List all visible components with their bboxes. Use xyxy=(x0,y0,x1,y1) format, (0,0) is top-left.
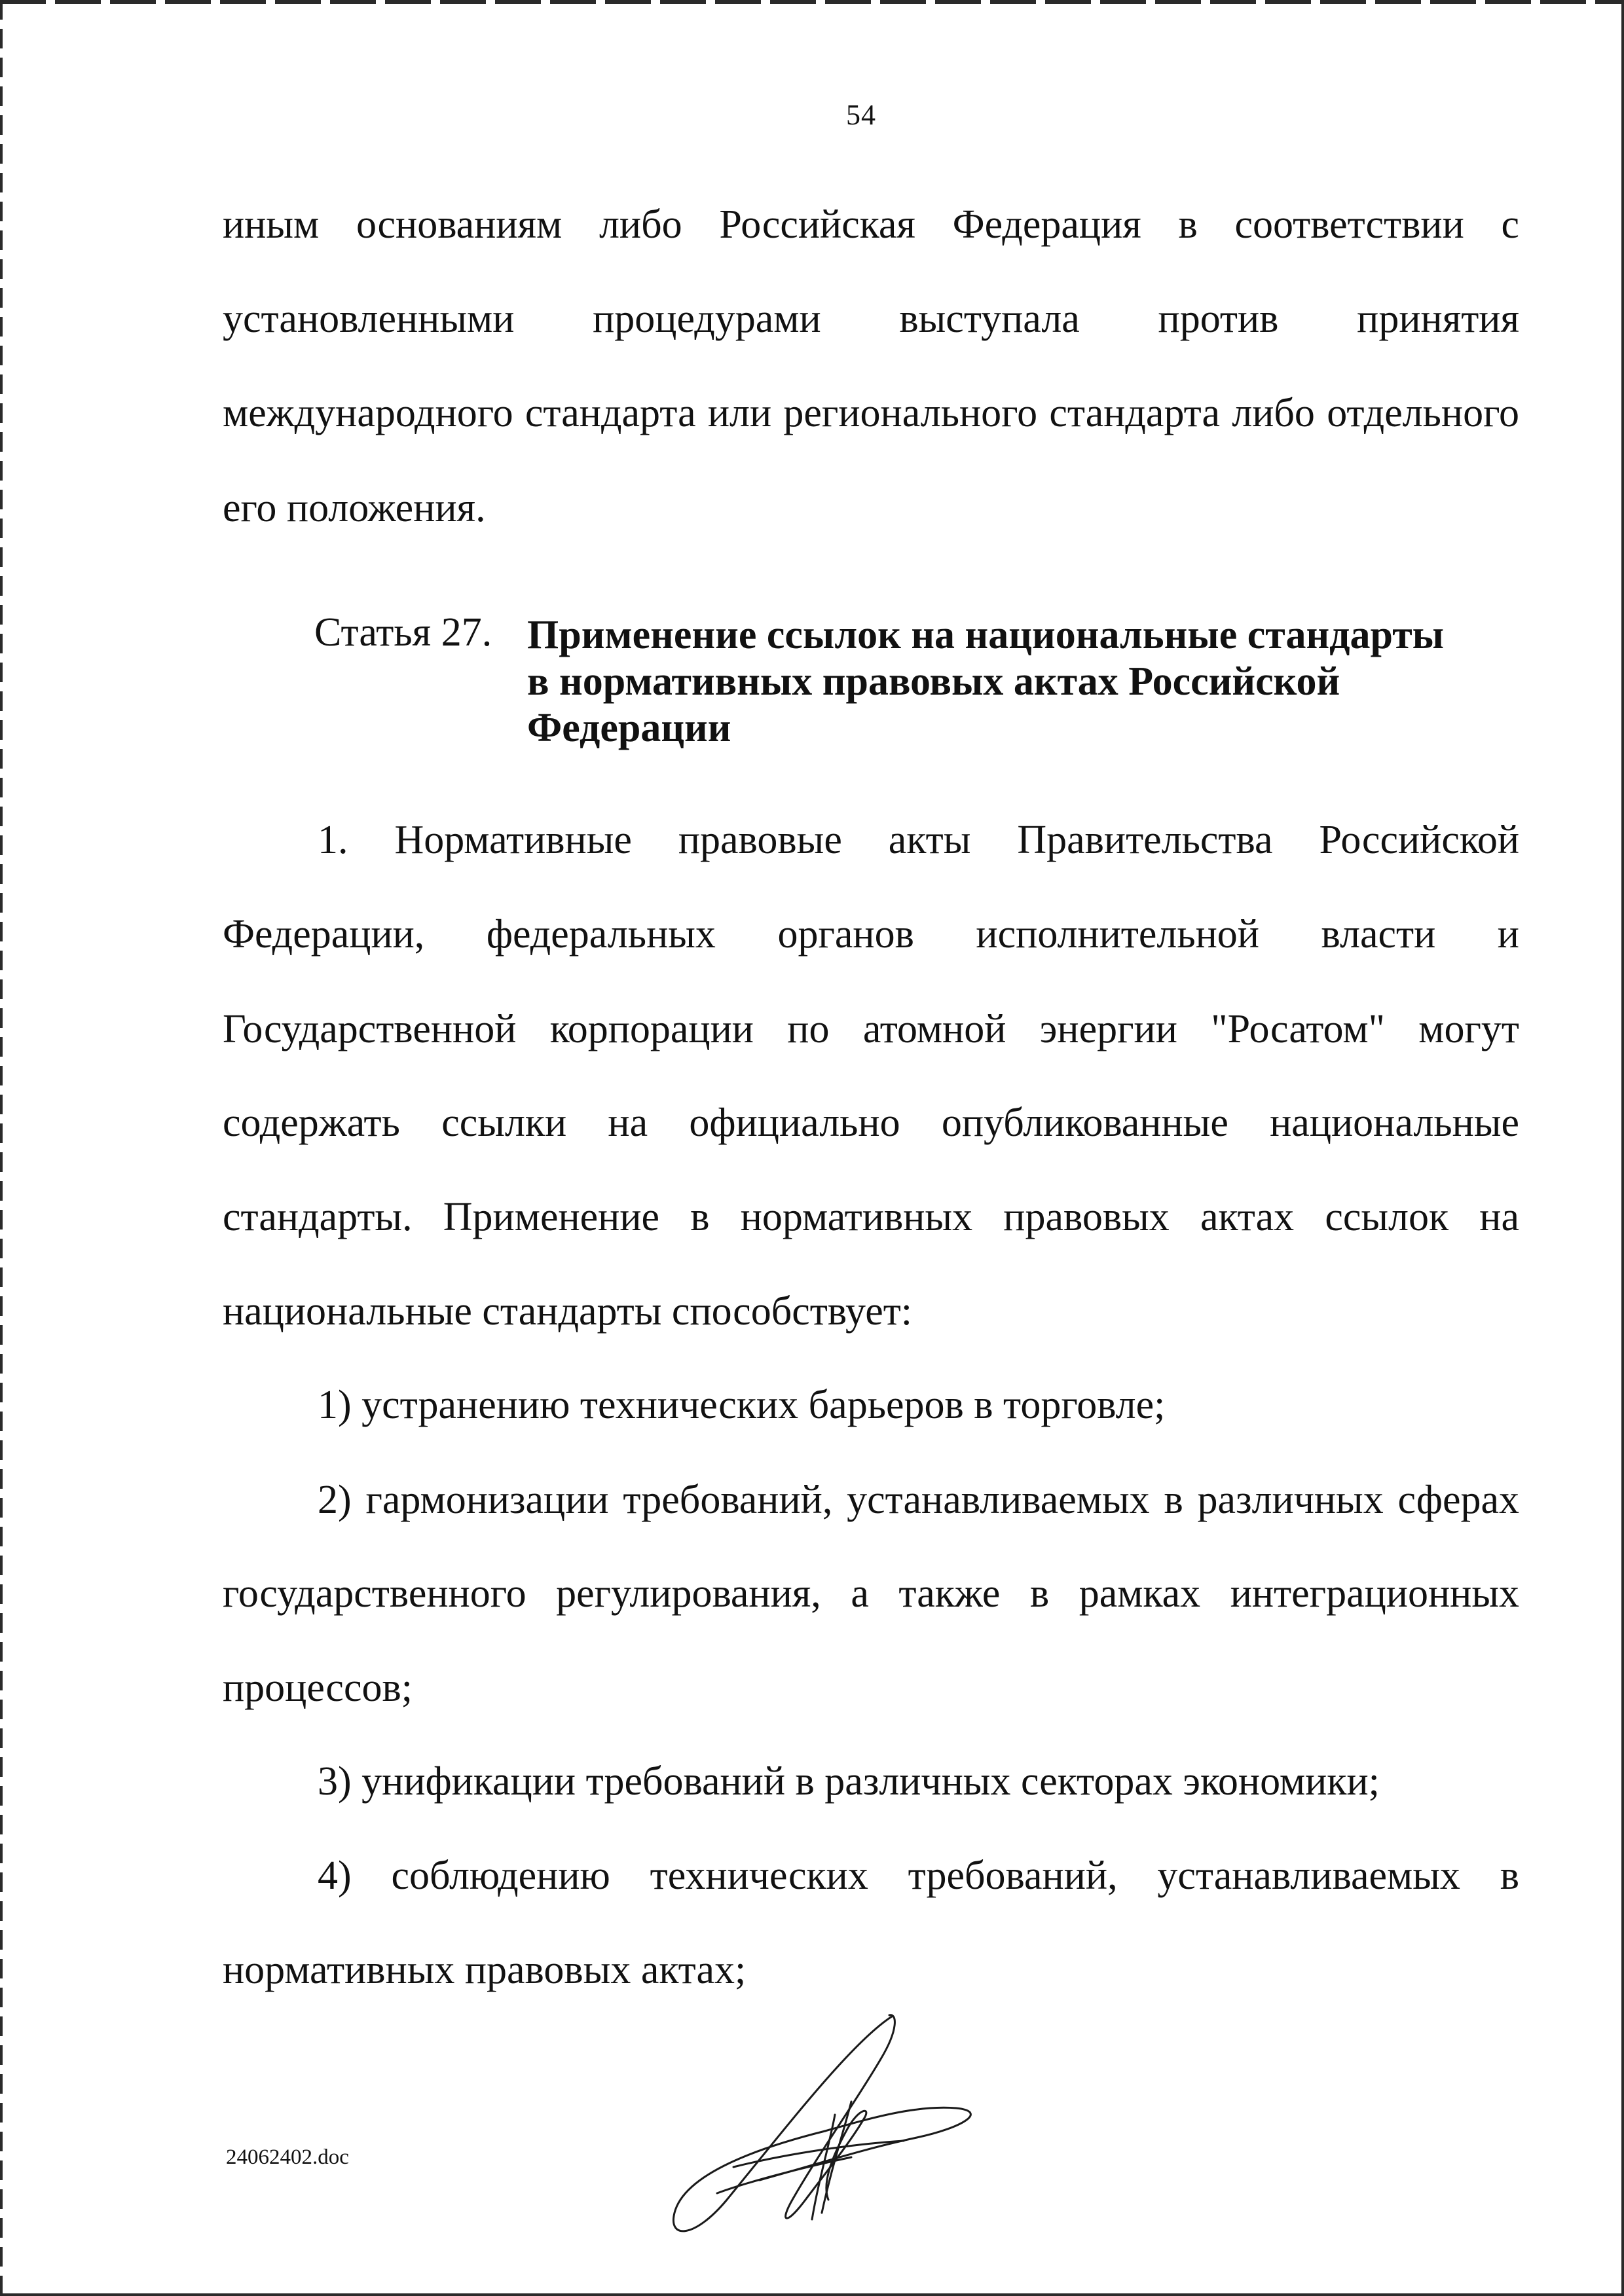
list-item-line: 1) устранению технических барьеров в торговле; xyxy=(318,1383,1166,1427)
paragraph-line: Федерации, федеральных органов исполнительной власти и xyxy=(223,912,1519,957)
article-title xyxy=(527,612,1509,752)
signature-image xyxy=(655,2003,995,2246)
text-line: иным основаниям либо Российская Федерация в соответствии с xyxy=(223,202,1519,247)
paragraph-line: содержать ссылки на официально опубликованные национальные xyxy=(223,1101,1519,1145)
list-item-line: государственного регулирования, а также в рамках интеграционных xyxy=(223,1571,1519,1616)
article-title-line: в нормативных правовых актах Российской xyxy=(527,659,1340,704)
paragraph-line: Государственной корпорации по атомной энергии "Росатом" могут xyxy=(223,1007,1519,1051)
list-item-line: 3) унификации требований в различных секторах экономики; xyxy=(318,1759,1380,1804)
scan-border-bottom xyxy=(0,2293,1624,2296)
scan-border-left xyxy=(0,0,3,2296)
paragraph-line: национальные стандарты способствует: xyxy=(223,1289,913,1334)
paragraph-line: стандарты. Применение в нормативных правовых актах ссылок на xyxy=(223,1195,1519,1239)
article-title-line: Федерации xyxy=(527,706,731,750)
list-item-line: 2) гармонизации требований, устанавливаемых в различных сферах xyxy=(318,1478,1519,1522)
scan-border-top xyxy=(0,0,1624,4)
list-item-line: 4) соблюдению технических требований, устанавливаемых в xyxy=(318,1853,1519,1898)
text-line: его положения. xyxy=(223,486,486,530)
article-title-line: Применение ссылок на национальные стандарты xyxy=(527,613,1445,657)
text-line: установленными процедурами выступала против принятия xyxy=(223,297,1519,341)
list-item-line: нормативных правовых актах; xyxy=(223,1948,747,1992)
paragraph-line: 1. Нормативные правовые акты Правительства Российской xyxy=(318,818,1519,862)
page-number: 54 xyxy=(846,99,876,131)
article-number: Статья 27. xyxy=(314,610,492,655)
document-code: 24062402.doc xyxy=(226,2145,349,2169)
text-line: международного стандарта или регионального стандарта либо отдельного xyxy=(223,391,1519,435)
list-item-line: процессов; xyxy=(223,1666,413,1710)
scan-border-right xyxy=(1621,0,1624,2296)
